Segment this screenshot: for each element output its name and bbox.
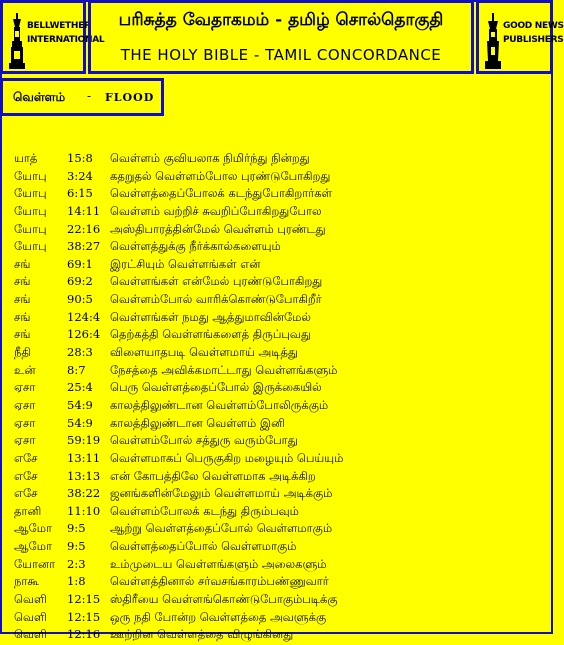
verse-book: நாகூ: [14, 574, 39, 589]
verse-book: ஆமோ: [14, 521, 52, 536]
verse-book: யோனா: [14, 556, 56, 571]
verse-text: ஸ்திரீயை வெள்ளங்கொண்டுபோகும்படிக்கு: [110, 592, 338, 607]
concordance-row: [14, 239, 544, 257]
verse-text: வெள்ளமாகப் பெருகுகிற மழையும் பெய்யும்: [110, 450, 344, 465]
verse-text: வெள்ளம் வற்றிச் சுவறிப்போகிறதுபோல: [110, 203, 322, 218]
verse-reference: 25:4: [67, 380, 93, 395]
verse-text: நேசத்தை அவிக்கமாட்டாது வெள்ளங்களும்: [110, 362, 338, 377]
tower-logo-icon: [485, 13, 501, 69]
good-news-logo: [485, 13, 564, 69]
verse-book: யோபு: [14, 186, 47, 201]
verse-book: உன்: [14, 362, 36, 377]
good-news-logo-box: [476, 0, 564, 74]
verse-reference: 9:5: [67, 521, 86, 536]
verse-book: யோபு: [14, 221, 47, 236]
good-news-logo-text: [503, 19, 564, 47]
verse-book: எசே: [14, 450, 38, 465]
verse-text: வெள்ளங்கள் என்மேல் புரண்டுபோகிறது: [110, 274, 323, 289]
title-box: [88, 0, 474, 74]
publisher-logo-box: [0, 0, 105, 74]
verse-book: சங்: [14, 292, 31, 307]
concordance-row: [14, 592, 544, 610]
verse-reference: 12:15: [67, 592, 101, 607]
verse-reference: 11:10: [67, 503, 101, 518]
verse-book: யோபு: [14, 168, 47, 183]
headword-separator: -: [87, 89, 92, 103]
verse-book: எசே: [14, 468, 38, 483]
title-english: THE HOLY BIBLE - TAMIL CONCORDANCE: [120, 46, 442, 64]
verse-reference: 38:22: [67, 486, 101, 501]
verse-text: பெரு வெள்ளத்தைப்போல் இருக்கையில்: [110, 380, 322, 395]
verse-text: வெள்ளத்தினால் சர்வசங்காரம்பண்ணுவார்: [110, 574, 329, 589]
verse-book: சங்: [14, 327, 31, 342]
verse-text: விளையாதபடி வெள்ளமாய் அடித்து: [110, 345, 298, 360]
concordance-row: [14, 416, 544, 434]
verse-book: வெளி: [14, 627, 47, 642]
verse-reference: 59:19: [67, 433, 101, 448]
concordance-row: [14, 222, 544, 240]
verse-text: வெள்ளம்போல் சத்துரு வரும்போது: [110, 433, 298, 448]
header: [0, 0, 564, 78]
verse-text: தெற்கத்தி வெள்ளங்களைத் திருப்புவது: [110, 327, 311, 342]
concordance-row: [14, 345, 544, 363]
verse-reference: 126:4: [67, 327, 101, 342]
verse-reference: 1:8: [67, 574, 86, 589]
concordance-row: [14, 292, 544, 310]
verse-reference: 54:9: [67, 415, 93, 430]
concordance-row: [14, 451, 544, 469]
verse-text: வெள்ளம் குவியலாக நிமிர்ந்து நின்றது: [110, 151, 310, 165]
verse-text: வெள்ளத்தைப்போலக் கடந்துபோகிறார்கள்: [110, 186, 333, 201]
verse-book: சங்: [14, 309, 31, 324]
concordance-row: [14, 186, 544, 204]
verse-reference: 9:5: [67, 539, 86, 554]
verse-text: கதறுதல் வெள்ளம்போல புரண்டுபோகிறது: [110, 168, 331, 183]
verse-book: யோபு: [14, 203, 47, 218]
concordance-row: [14, 504, 544, 522]
verse-text: என் கோபத்திலே வெள்ளமாக அடிக்கிற: [110, 468, 316, 483]
verse-reference: 54:9: [67, 397, 93, 412]
headword-tamil: வெள்ளம்: [13, 90, 66, 104]
verse-text: வெள்ளங்கள் நமது ஆத்துமாவின்மேல்: [110, 309, 311, 324]
headword-english: FLOOD: [105, 91, 155, 104]
verse-book: ஏசா: [14, 433, 36, 448]
bellwether-logo-line1: BELLWETHER: [27, 21, 91, 31]
verse-reference: 12:15: [67, 609, 101, 624]
verse-text: வெள்ளம்போல் வாரிக்கொண்டுபோகிறீர்: [110, 292, 322, 307]
verse-text: ஆற்று வெள்ளத்தைப்போல் வெள்ளமாகும்: [110, 521, 333, 536]
concordance-row: [14, 486, 544, 504]
verse-book: தானி: [14, 503, 42, 518]
verse-reference: 12:16: [67, 627, 101, 642]
concordance-row: [14, 433, 544, 451]
concordance-row: [14, 310, 544, 328]
bellwether-logo: [9, 13, 105, 69]
concordance-row: [14, 610, 544, 628]
verse-book: எசே: [14, 486, 38, 501]
verse-text: ஊற்றின வெள்ளத்தை விழுங்கினது: [110, 627, 294, 642]
verse-book: ஆமோ: [14, 539, 52, 554]
headword-box: [0, 78, 164, 116]
verse-reference: 124:4: [67, 309, 101, 324]
verse-book: சங்: [14, 274, 31, 289]
verse-book: ஏசா: [14, 380, 36, 395]
verse-book: வெளி: [14, 609, 47, 624]
verse-reference: 13:13: [67, 468, 101, 483]
verse-reference: 14:11: [67, 203, 101, 218]
verse-reference: 90:5: [67, 292, 93, 307]
verse-reference: 38:27: [67, 239, 101, 254]
concordance-row: [14, 327, 544, 345]
concordance-row: [14, 274, 544, 292]
concordance-row: [14, 257, 544, 275]
concordance-row: [14, 169, 544, 187]
verse-reference: 28:3: [67, 345, 93, 360]
bell-tower-logo-icon: [9, 13, 25, 69]
verse-text: இரட்சியும் வெள்ளங்கள் என்: [110, 256, 261, 271]
verse-reference: 69:1: [67, 256, 93, 271]
verse-text: ஒரு நதி போன்ற வெள்ளத்தை அவளுக்கு: [110, 609, 327, 624]
verse-reference: 6:15: [67, 186, 93, 201]
verse-book: சங்: [14, 256, 31, 271]
concordance-row: [14, 380, 544, 398]
verse-reference: 8:7: [67, 362, 86, 377]
concordance-row: [14, 469, 544, 487]
verse-book: வெளி: [14, 592, 47, 607]
good-news-logo-line1: GOOD NEWS: [503, 21, 564, 31]
verse-book: நீதி: [14, 345, 31, 360]
verse-book: யாத்: [14, 151, 38, 165]
concordance-row: [14, 204, 544, 222]
concordance-row: [14, 574, 544, 592]
verse-text: வெள்ளத்துக்கு நீர்க்கால்களையும்: [110, 239, 281, 254]
verse-book: ஏசா: [14, 397, 36, 412]
concordance-list: [14, 151, 544, 645]
verse-reference: 69:2: [67, 274, 93, 289]
verse-book: யோபு: [14, 239, 47, 254]
concordance-row: [14, 363, 544, 381]
verse-text: அஸ்திபாரத்தின்மேல் வெள்ளம் புரண்டது: [110, 221, 326, 236]
concordance-row: [14, 557, 544, 575]
verse-reference: 13:11: [67, 450, 101, 465]
verse-reference: 3:24: [67, 168, 93, 183]
concordance-row: [14, 627, 544, 645]
verse-text: வெள்ளத்தைப்போல் வெள்ளமாகும்: [110, 539, 297, 554]
concordance-row: [14, 521, 544, 539]
concordance-row: [14, 539, 544, 557]
verse-text: காலத்திலுண்டான வெள்ளம்போலிருக்கும்: [110, 397, 329, 412]
verse-text: ஜனங்களின்மேலும் வெள்ளமாய் அடிக்கும்: [110, 486, 333, 501]
verse-text: வெள்ளம்போலக் கடந்து திரும்பவும்: [110, 503, 299, 518]
verse-reference: 22:16: [67, 221, 101, 236]
concordance-row: [14, 398, 544, 416]
verse-book: ஏசா: [14, 415, 36, 430]
title-tamil: பரிசுத்த வேதாகமம் - தமிழ் சொல்தொகுதி: [118, 10, 444, 30]
verse-reference: 2:3: [67, 556, 86, 571]
good-news-logo-line2: PUBLISHERS: [503, 35, 564, 45]
verse-reference: 15:8: [67, 151, 93, 165]
verse-text: காலத்திலுண்டான வெள்ளம் இனி: [110, 415, 285, 430]
bellwether-logo-line2: INTERNATIONAL: [27, 35, 105, 45]
concordance-row: [14, 151, 544, 169]
verse-text: உம்முடைய வெள்ளங்களும் அலைகளும்: [110, 556, 327, 571]
